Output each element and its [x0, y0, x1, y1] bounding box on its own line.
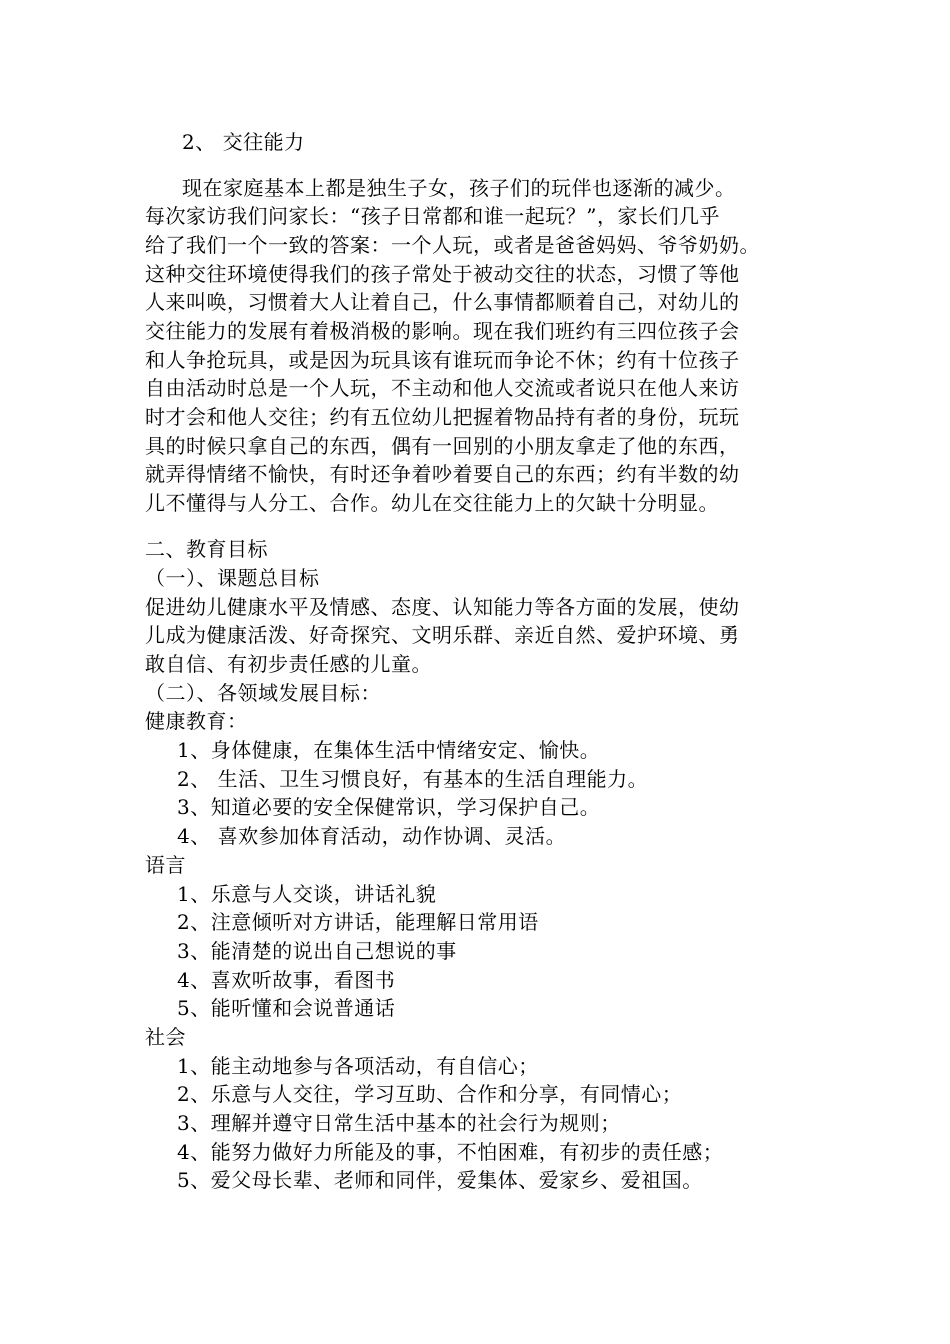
paragraph-line: 交往能力的发展有着极消极的影响。现在我们班约有三四位孩子会 — [145, 319, 740, 343]
section-heading-communication: 2、 交往能力 — [182, 130, 305, 154]
paragraph-line: 现在家庭基本上都是独生子女，孩子们的玩伴也逐渐的减少。 — [182, 176, 736, 200]
list-item: 3、能清楚的说出自己想说的事 — [177, 939, 457, 963]
paragraph-line: 给了我们一个一致的答案：一个人玩，或者是爸爸妈妈、爷爷奶奶。 — [145, 233, 760, 257]
paragraph-line: 人来叫唤，习惯着大人让着自己，什么事情都顺着自己，对幼儿的 — [145, 290, 740, 314]
paragraph-line: 时才会和他人交往；约有五位幼儿把握着物品持有者的身份，玩玩 — [145, 405, 740, 429]
subsection-heading-overall-goal: （一）、课题总目标 — [145, 566, 320, 590]
paragraph-line: 具的时候只拿自己的东西，偶有一回别的小朋友拿走了他的东西， — [145, 434, 740, 458]
list-item: 2、注意倾听对方讲话，能理解日常用语 — [177, 910, 539, 934]
list-item: 3、知道必要的安全保健常识，学习保护自己。 — [177, 795, 601, 819]
subsection-heading-domain-goals: （二）、各领域发展目标： — [145, 681, 381, 705]
domain-heading-society: 社会 — [145, 1025, 186, 1049]
list-item: 1、乐意与人交谈，讲话礼貌 — [177, 882, 437, 906]
section-heading-education-goals: 二、教育目标 — [145, 537, 268, 561]
list-item: 5、能听懂和会说普通话 — [177, 996, 396, 1020]
domain-heading-language: 语言 — [145, 853, 186, 877]
list-item: 2、 生活、卫生习惯良好，有基本的生活自理能力。 — [177, 767, 649, 791]
list-item: 2、乐意与人交往，学习互助、合作和分享，有同情心； — [177, 1082, 683, 1106]
paragraph-line: 儿不懂得与人分工、合作。幼儿在交往能力上的欠缺十分明显。 — [145, 491, 719, 515]
list-item: 1、身体健康，在集体生活中情绪安定、愉快。 — [177, 738, 601, 762]
paragraph-line: 促进幼儿健康水平及情感、态度、认知能力等各方面的发展，使幼 — [145, 595, 740, 619]
paragraph-line: 就弄得情绪不愉快，有时还争着吵着要自己的东西；约有半数的幼 — [145, 462, 740, 486]
list-item: 4、 喜欢参加体育活动，动作协调、灵活。 — [177, 824, 567, 848]
paragraph-line: 自由活动时总是一个人玩，不主动和他人交流或者说只在他人来访 — [145, 376, 740, 400]
domain-heading-health: 健康教育： — [145, 709, 248, 733]
paragraph-line: 每次家访我们问家长：“孩子日常都和谁一起玩？”，家长们几乎 — [145, 204, 720, 228]
list-item: 4、能努力做好力所能及的事，不怕困难，有初步的责任感； — [177, 1140, 724, 1164]
paragraph-line: 和人争抢玩具，或是因为玩具该有谁玩而争论不休；约有十位孩子 — [145, 348, 740, 372]
list-item: 5、爱父母长辈、老师和同伴，爱集体、爱家乡、爱祖国。 — [177, 1168, 703, 1192]
list-item: 3、理解并遵守日常生活中基本的社会行为规则； — [177, 1111, 621, 1135]
paragraph-line: 这种交往环境使得我们的孩子常处于被动交往的状态，习惯了等他 — [145, 262, 740, 286]
paragraph-line: 敢自信、有初步责任感的儿童。 — [145, 652, 432, 676]
list-item: 4、喜欢听故事，看图书 — [177, 968, 396, 992]
paragraph-line: 儿成为健康活泼、好奇探究、文明乐群、亲近自然、爱护环境、勇 — [145, 623, 740, 647]
list-item: 1、能主动地参与各项活动，有自信心； — [177, 1054, 539, 1078]
